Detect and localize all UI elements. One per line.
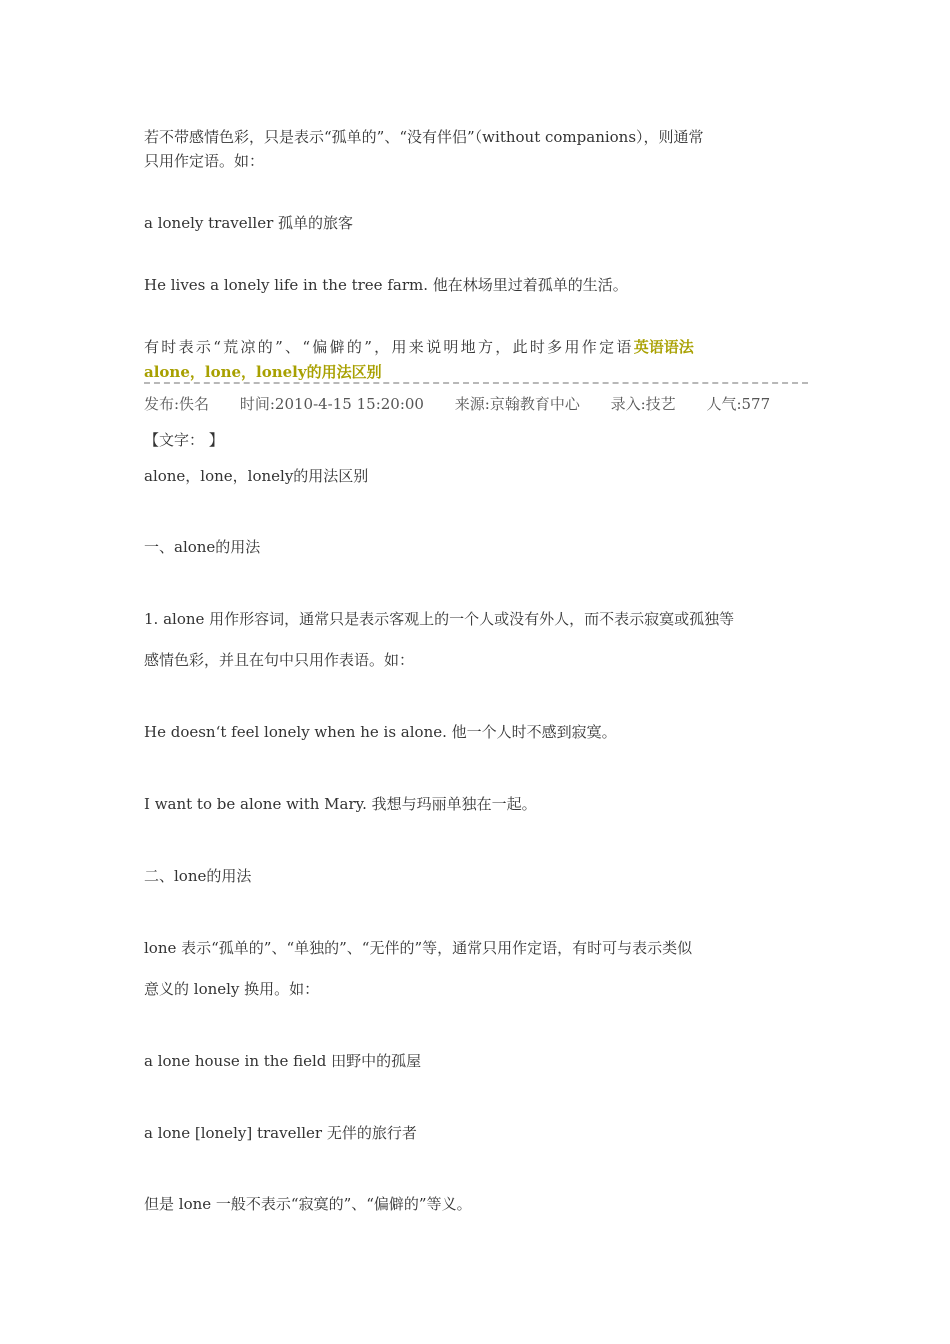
example-lonely-traveller: a lonely traveller 孤单的旅客: [144, 214, 354, 232]
meta-popularity: 人气:577: [706, 395, 771, 413]
intro-line-2: 只用作定语。如：: [144, 152, 265, 170]
section2-heading: 二、lone的用法: [144, 867, 252, 885]
section2-para-line-2: 意义的 lonely 换用。如：: [144, 980, 320, 998]
example-lonely-life: He lives a lonely life in the tree farm. 他在林场里过着孤单的生活。: [144, 276, 628, 294]
place-note-line: [144, 335, 808, 359]
english-grammar-link[interactable]: 英语语法: [633, 338, 694, 356]
section1-example-2: I want to be alone with Mary. 我想与玛丽单独在一起。: [144, 795, 537, 813]
place-note-text: 有时表示“荒凉的”、“偏僻的”，用来说明地方，此时多用作定语: [144, 338, 634, 356]
section2-para-line-1: lone 表示“孤单的”、“单独的”、“无伴的”等，通常只用作定语，有时可与表示类似: [144, 939, 693, 957]
section2-example-1: a lone house in the field 田野中的孤屋: [144, 1052, 422, 1070]
section1-para-line-2: 感情色彩，并且在句中只用作表语。如：: [144, 651, 415, 669]
meta-source: 来源:京翰教育中心: [454, 395, 580, 413]
intro-line-1: 若不带感情色彩，只是表示“孤单的”、“没有伴侣”（without companions），则通常: [144, 128, 704, 146]
meta-editor: 录入:技艺: [610, 395, 676, 413]
meta-author: 发布:佚名: [144, 395, 210, 413]
section1-example-1: He doesn‘t feel lonely when he is alone. 他一个人时不感到寂寞。: [144, 723, 617, 741]
place-note-title-line: [144, 360, 808, 384]
font-size-label: 【文字： 】: [144, 431, 224, 449]
article-title: alone，lone，lonely的用法区别: [144, 467, 369, 485]
dashed-divider: [144, 382, 808, 386]
article-title-link[interactable]: alone，lone，lonely的用法区别: [144, 363, 382, 381]
section1-para-line-1: 1. alone 用作形容词，通常只是表示客观上的一个人或没有外人，而不表示寂寞或孤独等: [144, 610, 735, 628]
section2-example-2: a lone [lonely] traveller 无伴的旅行者: [144, 1124, 417, 1142]
section2-note: 但是 lone 一般不表示“寂寞的”、“偏僻的”等义。: [144, 1195, 472, 1213]
article-meta: [144, 392, 808, 416]
section1-heading: 一、alone的用法: [144, 538, 261, 556]
meta-time: 时间:2010-4-15 15:20:00: [239, 395, 424, 413]
